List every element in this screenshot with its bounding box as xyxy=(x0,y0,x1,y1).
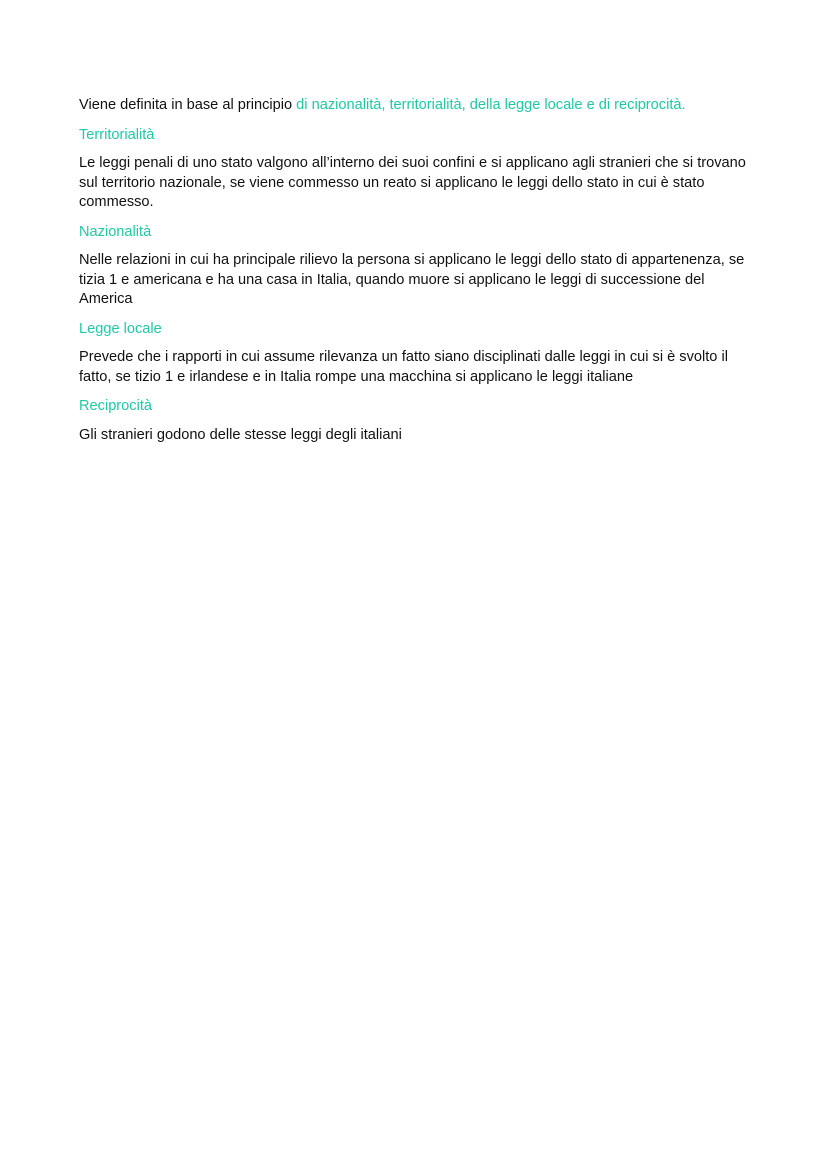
intro-paragraph xyxy=(79,96,758,116)
heading-nazionalita: Nazionalità xyxy=(79,223,152,240)
paragraph-territorialita: Le leggi penali di uno stato valgono all’interno dei suoi confini e si applicano agli stranieri che si trovano sul territorio nazionale, se viene commesso un reato si applicano le leggi dello stato in cui è stato commesso. xyxy=(79,155,746,210)
intro-lead: Viene definita in base al principio xyxy=(79,97,297,113)
heading-reciprocita: Reciprocità xyxy=(79,398,152,414)
paragraph-nazionalita: Nelle relazioni in cui ha principale rilievo la persona si applicano le leggi dello stato di appartenenza, se tizia 1 e americana e ha una casa in Italia, quando muore si applicano le leggi di successione del America xyxy=(79,252,745,307)
heading-legge-locale: Legge locale xyxy=(79,320,162,337)
paragraph-legge-locale: Prevede che i rapporti in cui assume rilevanza un fatto siano disciplinati dalle leggi in cui si è svolto il fatto, se tizio 1 e irlandese e in Italia rompe una macchina si applicano le leggi italiane xyxy=(79,349,728,385)
heading-territorialita: Territorialità xyxy=(79,126,155,143)
paragraph-reciprocita: Gli stranieri godono delle stesse leggi degli italiani xyxy=(79,426,402,443)
intro-highlight: di nazionalità, territorialità, della legge locale e di reciprocità. xyxy=(296,97,686,113)
